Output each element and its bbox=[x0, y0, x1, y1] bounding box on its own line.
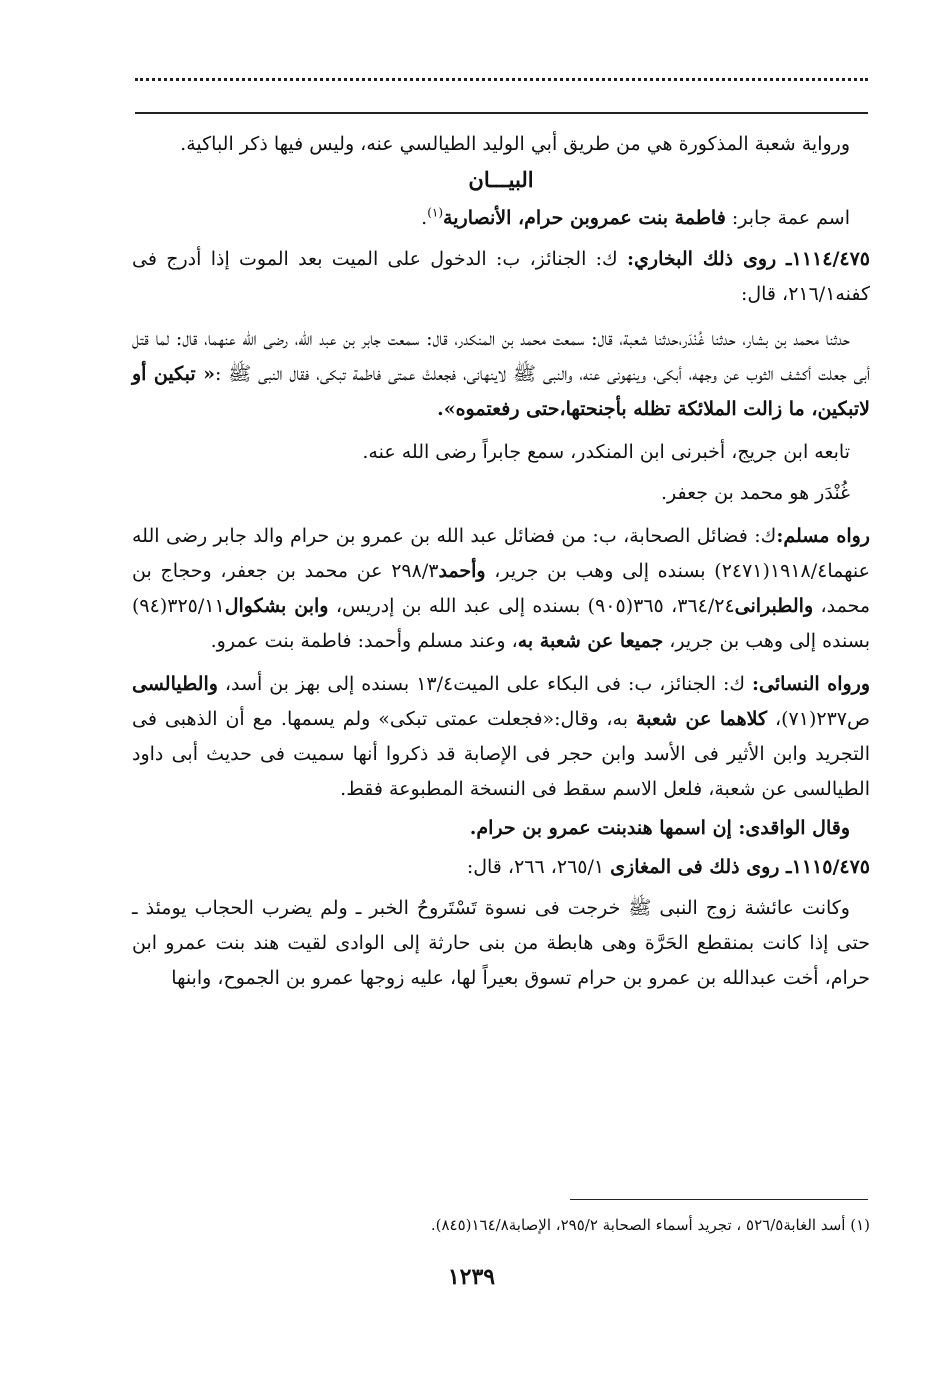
aisha-paragraph: وكانت عائشة زوج النبى ﷺ خرجت فى نسوة تَسْتَروحُ الخبر ـ ولم يضرب الحجاب يومئذ ـ حتى إذا كانت بمنقطع الحَرَّة وهى هابطة من بنى حارثة إلى الوادى لقيت هند بنت عمرو ابن حرام، أخت عبدالله بن عمرو بن حرام تسوق بعيراً لها، عليه زوجها عمرو بن الجموح، وابنها bbox=[132, 897, 870, 989]
aunt-name: فاطمة بنت عمروبن حرام، الأنصارية bbox=[443, 207, 726, 229]
entry-1115-source: ٢٦٥/١، ٢٦٦، قال: bbox=[466, 856, 611, 878]
muslim-text-2: ٢٩٨/٣ عن محمد بن جعفر، وحجاج بن محمد، bbox=[132, 560, 871, 617]
entry-1114-source: ك: الجنائز، ب: الدخول على الميت بعد الموت إذا أدرج فى كفنه٢١٦/١، قال: bbox=[132, 248, 870, 305]
entry-1115-number: ١١١٥/٤٧٥ـ روى ذلك فى المغازى bbox=[610, 856, 870, 878]
hadith-paragraph bbox=[132, 322, 870, 427]
top-rule bbox=[135, 112, 868, 114]
nasai-text-1: ك: الجنائز، ب: فى البكاء على الميت١٣/٤ بسنده إلى بهز بن أسد، bbox=[217, 673, 746, 695]
tabarani-label: والطبرانى bbox=[734, 595, 814, 617]
aunt-prefix: اسم عمة جابر: bbox=[725, 207, 850, 229]
waqidi-paragraph: وقال الواقدى: إن اسمها هندبنت عمرو بن حرام. bbox=[469, 817, 850, 839]
ahmad-label: وأحمد bbox=[438, 560, 486, 582]
both-from-shuba: كلاهما عن شعبة bbox=[635, 708, 768, 730]
entry-1114 bbox=[132, 242, 870, 312]
entry-1114-number: ١١١٤/٤٧٥ـ روى ذلك البخاري: bbox=[627, 248, 870, 270]
nasai-lead: ورواه النسائى: bbox=[752, 673, 871, 695]
section-heading: البيـــان bbox=[468, 167, 534, 192]
page-number: ١٢٣٩ bbox=[447, 1264, 496, 1290]
nasai-text-2: ص٢٣٧(٧١)، bbox=[767, 708, 870, 730]
footnote-rule bbox=[570, 1199, 868, 1200]
muslim-paragraph bbox=[132, 519, 870, 659]
muslim-lead: رواه مسلم: bbox=[776, 525, 870, 547]
muslim-text-1: ك: فضائل الصحابة، ب: من فضائل عبد الله بن عمرو بن حرام والد جابر رضى الله عنهما١٩١٨/٤(٢٤٧١) بسنده إلى وهب بن جرير، bbox=[132, 525, 870, 582]
follow-up-2: غُنْدَر هو محمد بن جعفر. bbox=[660, 482, 850, 504]
entry-1115 bbox=[132, 850, 870, 885]
muslim-text-5: ، وعند مسلم وأحمد: فاطمة بنت عمرو. bbox=[210, 630, 518, 652]
body-text bbox=[132, 127, 870, 996]
nasai-text-3: به، وقال:«فجعلت عمتى تبكى» ولم يسمها. مع أن الذهبى فى التجريد وابن الأثير فى الأسد وابن حجر فى الإصابة قد ذكروا أنها سميت فى حديث أبى داود الطيالسى عن شعبة، فلعل الاسم سقط فى النسخة المطبوعة فقط. bbox=[132, 708, 870, 800]
tayalisi-label: والطيالسى bbox=[132, 673, 218, 695]
aunt-name-paragraph bbox=[132, 201, 870, 236]
footnote: (١) أسد الغابة٥٢٦/٥ ، تجريد أسماء الصحابة ٢٩٥/٢، الإصابة١٦٤/٨(٨٤٥). bbox=[430, 1216, 870, 1234]
intro-paragraph: ورواية شعبة المذكورة هي من طريق أبي الوليد الطيالسي عنه، وليس فيها ذكر الباكية. bbox=[180, 133, 850, 155]
nasai-paragraph bbox=[132, 667, 870, 807]
hadith-text: حدثنا محمد بن بشار، حدثنا غُنْدَر،حدثنا شعبة، قال: سمعت محمد بن المنكدر، قال: سمعت جابر بن عبد الله، رضى الله عنهما، قال: لما قتل أبى جعلت أكشف الثوب عن وجهه، أبكى، وينهونى عنه، والنبى ﷺ لاينهانى، فجعلتْ عمتى فاطمة تبكى، فقال النبى ﷺ : bbox=[132, 328, 870, 385]
bashkwal-label: وابن بشكوال bbox=[224, 595, 329, 617]
footnote-ref: (١) bbox=[427, 205, 444, 220]
top-dotted-line bbox=[135, 78, 868, 81]
all-from-shuba: جميعا عن شعبة به bbox=[517, 630, 664, 652]
muslim-text-3: ٣٦٤/٢٤، ٣٦٥(٩٠٥) بسنده إلى عبد الله بن إدريس، bbox=[328, 595, 735, 617]
aunt-end: . bbox=[421, 207, 428, 229]
hadith-quote: « تبكين أو لاتبكين، ما زالت الملائكة تظله بأجنحتها،حتى رفعتموه». bbox=[132, 363, 870, 420]
muslim-text-4: ٣٢٥/١١(٩٤) بسنده إلى وهب بن جرير، bbox=[132, 595, 870, 652]
follow-up-1: تابعه ابن جريج، أخبرنى ابن المنكدر، سمع جابراً رضى الله عنه. bbox=[362, 441, 850, 463]
